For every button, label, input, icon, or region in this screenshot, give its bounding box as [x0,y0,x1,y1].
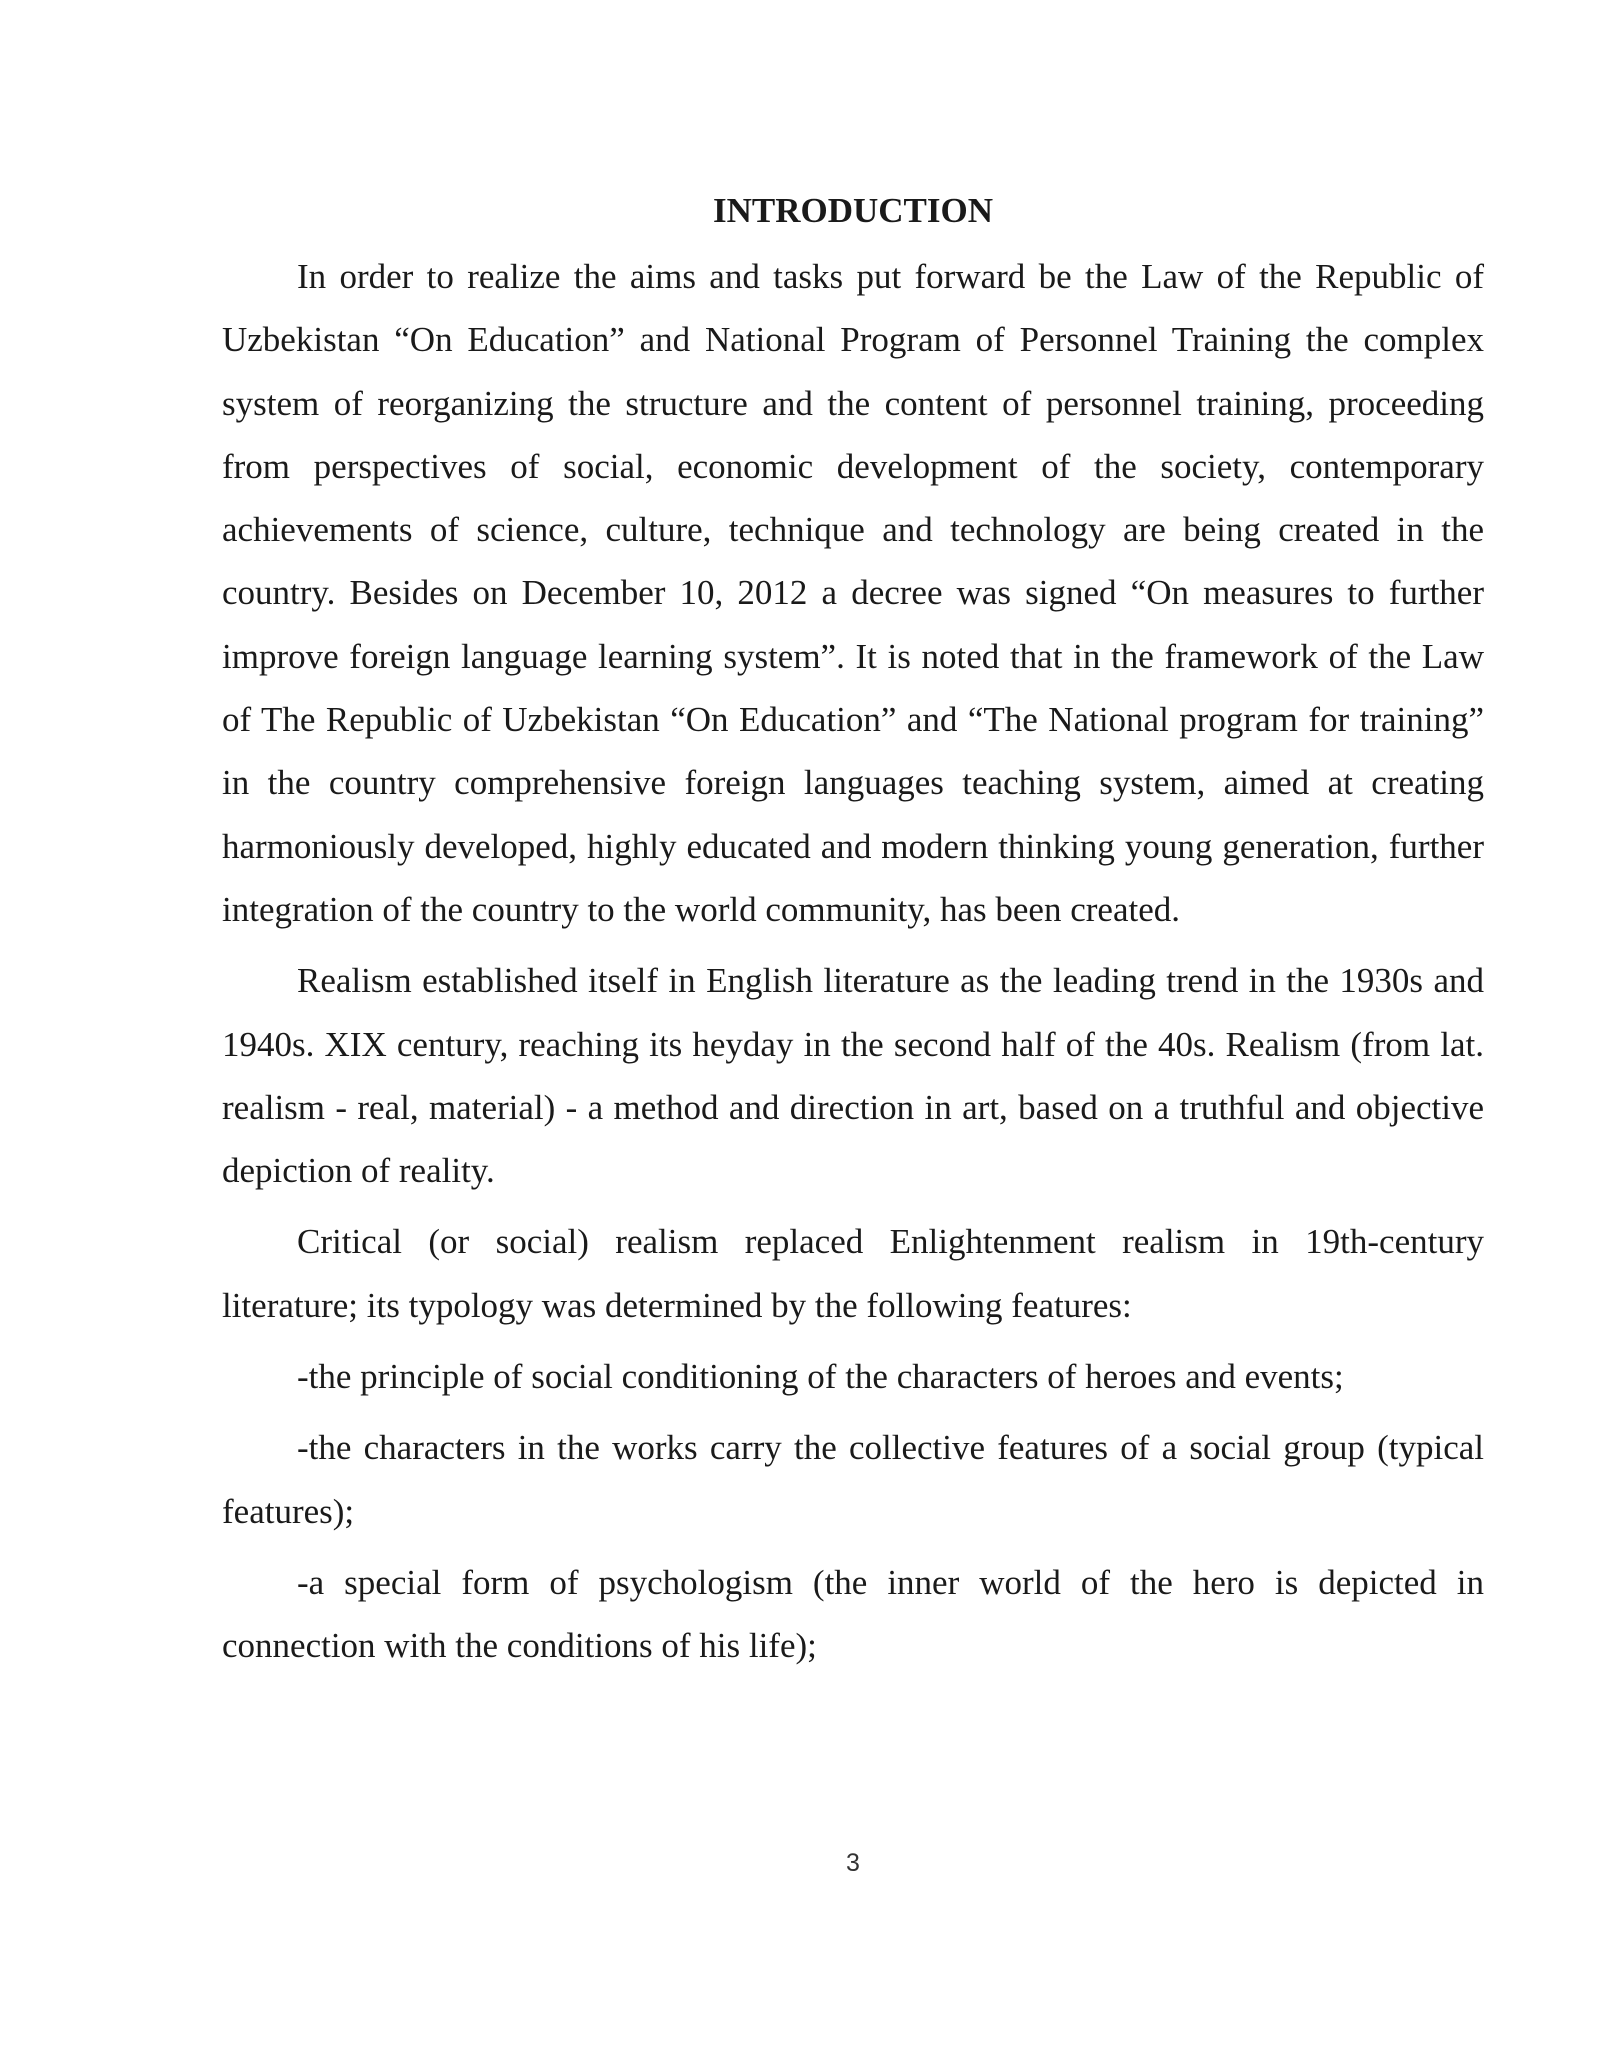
list-item-psychologism: -a special form of psychologism (the inner world of the hero is depicted in connection with the conditions of his life); [222,1562,1484,1666]
paragraph-critical-realism: Critical (or social) realism replaced Enlightenment realism in 19th-century literature; its typology was determined by the following features: [222,1222,1484,1325]
page-content [222,183,1484,1686]
page-title: INTRODUCTION [712,191,994,230]
paragraph-realism-definition: Realism established itself in English literature as the leading trend in the 1930s and 1940s. XIX century, reaching its heyday in the second half of the 40s. Realism (from lat. realism - real, material) - a method and direction in art, based on a truthful and objective depiction of reality. [222,961,1484,1191]
list-item-collective-features: -the characters in the works carry the collective features of a social group (typical features); [222,1428,1484,1531]
paragraph-education-law: In order to realize the aims and tasks put forward be the Law of the Republic of Uzbekistan “On Education” and National Program of Personnel Training the complex system of reorganizing the structure and the content of personnel training, proceeding from perspectives of social, economic development of the society, contemporary achievements of science, culture, technique and technology are being created in the country. Besides on December 10, 2012 a decree was signed “On measures to further improve foreign language learning system”. It is noted that in the framework of the Law of The Republic of Uzbekistan “On Education” and “The National program for training” in the country comprehensive foreign languages teaching system, aimed at creating harmoniously developed, highly educated and modern thinking young generation, further integration of the country to the world community, has been created. [222,257,1484,929]
page-number: 3 [846,1849,860,1877]
list-item-social-conditioning: -the principle of social conditioning of the characters of heroes and events; [297,1357,1344,1397]
